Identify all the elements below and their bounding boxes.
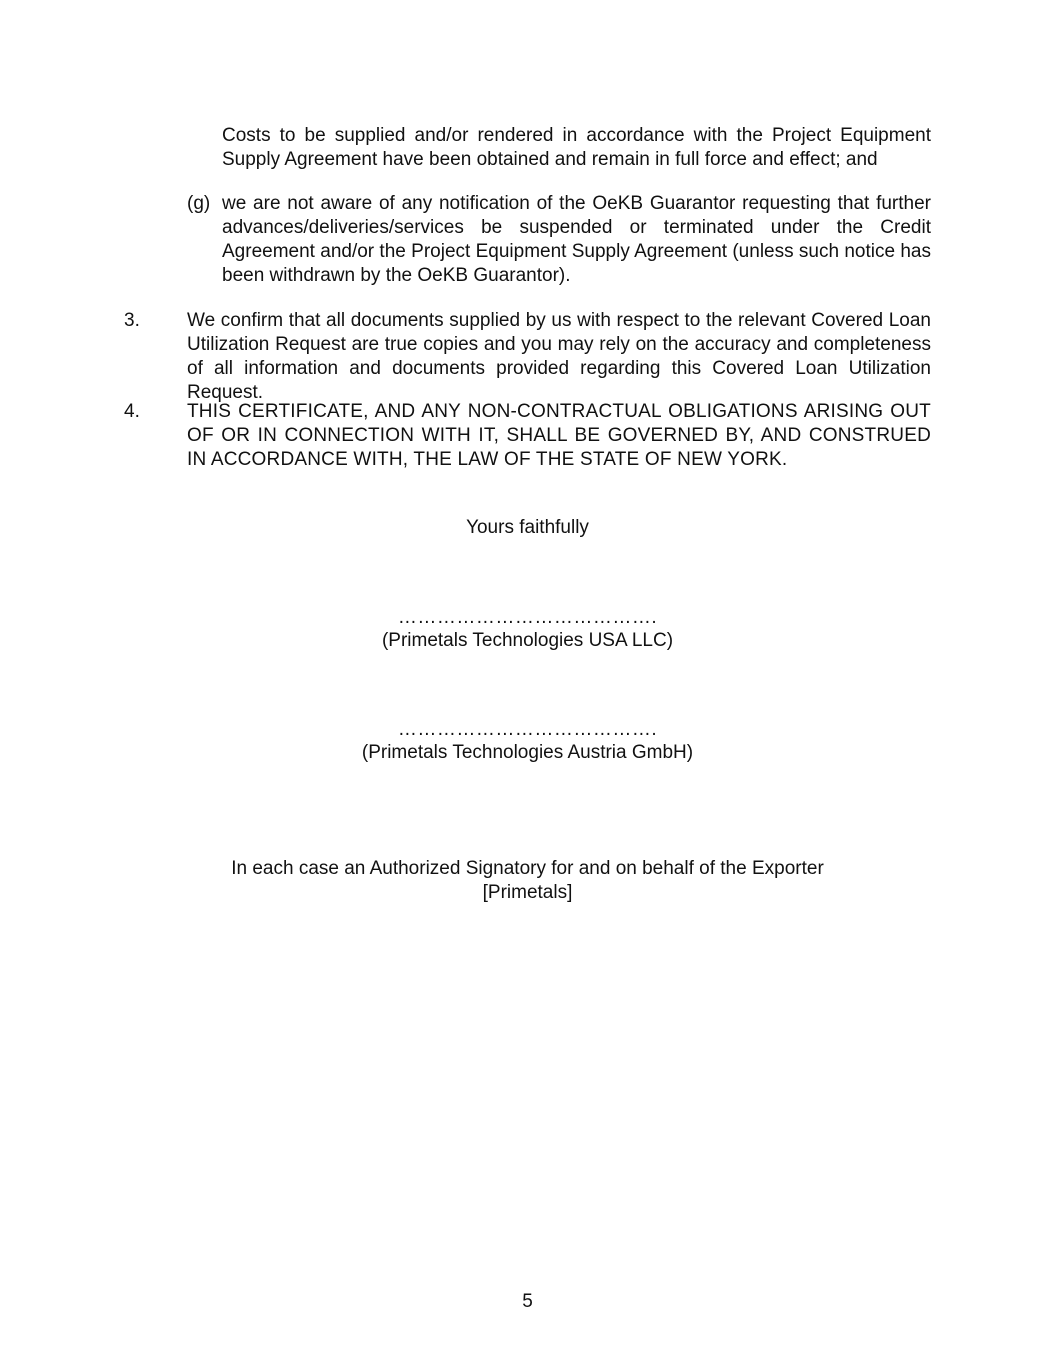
item-4-label: 4. xyxy=(124,401,140,422)
page-number: 5 xyxy=(522,1291,533,1312)
item-3-label: 3. xyxy=(124,310,140,331)
authorization-name: [Primetals] xyxy=(482,882,573,903)
continuation-paragraph: Costs to be supplied and/or rendered in accordance with the Project Equipment Supply Agreement have been obtained and remain in full force and effect; and xyxy=(222,125,931,170)
item-g-text: we are not aware of any notification of the OeKB Guarantor requesting that further advances/deliveries/services be suspended or terminated under the Credit Agreement and/or the Project Equipment Supply Agreement (unless such notice has been withdrawn by the OeKB Guarantor). xyxy=(222,193,931,286)
signature-line-usa: …………………………………. xyxy=(397,607,658,628)
item-4-text: THIS CERTIFICATE, AND ANY NON-CONTRACTUAL OBLIGATIONS ARISING OUT OF OR IN CONNECTION WITH IT, SHALL BE GOVERNED BY, AND CONSTRUED IN ACCORDANCE WITH, THE LAW OF THE STATE OF NEW YORK. xyxy=(187,401,931,470)
closing-salutation: Yours faithfully xyxy=(466,517,589,538)
authorization-line: In each case an Authorized Signatory for and on behalf of the Exporter xyxy=(231,858,824,879)
signatory-name-usa: (Primetals Technologies USA LLC) xyxy=(381,630,674,651)
item-g-label: (g) xyxy=(187,193,211,214)
item-3-text: We confirm that all documents supplied by us with respect to the relevant Covered Loan Utilization Request are true copies and you may rely on the accuracy and completeness of all information and documents provided regarding this Covered Loan Utilization Request. xyxy=(187,310,931,403)
signatory-name-austria: (Primetals Technologies Austria GmbH) xyxy=(361,742,694,763)
signature-line-austria: …………………………………. xyxy=(397,719,658,740)
